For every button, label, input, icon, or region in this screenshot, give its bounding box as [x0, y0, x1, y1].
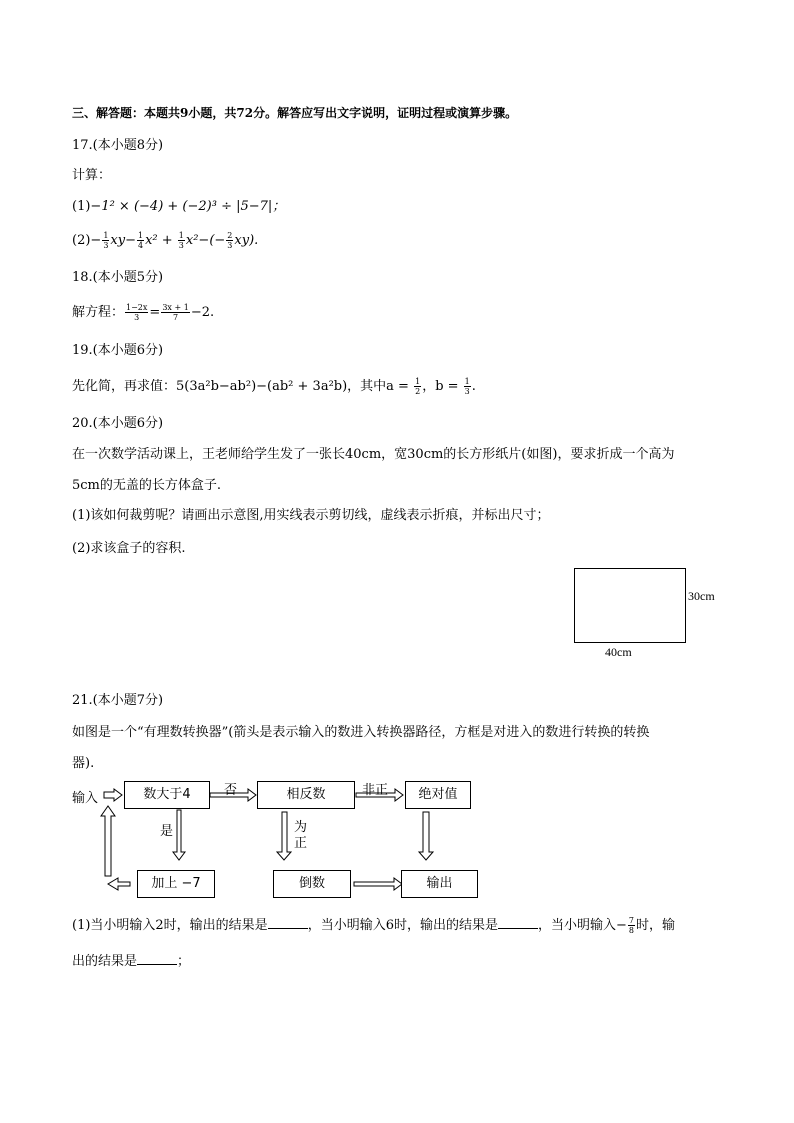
q19-title: 19.(本小题6分) [72, 343, 164, 358]
answer-blank-1[interactable] [268, 916, 308, 929]
flow-box-abs: 绝对值 [405, 781, 471, 809]
q21-line1: 如图是一个“有理数转换器”(箭头是表示输入的数进入转换器路径，方框是对进入的数进行转换的转换 [72, 725, 650, 740]
fig-width-label: 40cm [605, 645, 632, 659]
q20-line1: 在一次数学活动课上，王老师给学生发了一张长40cm，宽30cm的长方形纸片(如图)，要求折成一个高为 [72, 447, 675, 462]
q17-part2: (2)− $\frac{1}{3}$ xy− $\frac{1}{4}$ x² + $\frac{1}{3}$ x²−(− $\frac{2}{3}$ xy). [72, 231, 259, 250]
q17-title: 17.(本小题8分) [72, 138, 164, 153]
flow-box-compare: 数大于4 [124, 781, 210, 809]
section-heading: 三、解答题：本题共9小题，共72分。解答应写出文字说明，证明过程或演算步骤。 [72, 106, 518, 120]
flow-box-reciprocal: 倒数 [273, 870, 351, 898]
q21-title: 21.(本小题7分) [72, 693, 164, 708]
answer-blank-2[interactable] [498, 916, 538, 929]
q21-part1-line1: (1)当小明输入2时，输出的结果是 ，当小明输入6时，输出的结果是 ，当小明输入− $\frac{7}{8}$ 时，输 [72, 916, 675, 935]
flow-label-no: 否 [224, 783, 238, 798]
q18-title: 18.(本小题5分) [72, 270, 164, 285]
q18-equation: 解方程： $\frac{1-2x}{3}$ = $\frac{3x + 1}{7}$ −2. [72, 303, 215, 322]
flow-box-add: 加上 −7 [137, 870, 215, 898]
answer-blank-3[interactable] [137, 952, 177, 965]
flow-label-not-positive: 非正 [362, 783, 389, 798]
q19-text: 先化简，再求值：5(3a²b−ab²)−(ab² + 3a²b)，其中a = $\frac{1}{2}$ ，b = $\frac{1}{3}$ . [72, 377, 476, 396]
flow-box-opposite: 相反数 [257, 781, 355, 809]
fig-height-label: 30cm [688, 589, 715, 603]
q20-part2: (2)求该盒子的容积. [72, 541, 186, 556]
flow-input-label: 输入 [72, 791, 99, 806]
q17-intro: 计算： [72, 168, 112, 183]
flow-box-output: 输出 [401, 870, 478, 898]
q20-title: 20.(本小题6分) [72, 416, 164, 431]
flow-label-yes: 是 [160, 824, 174, 839]
flow-label-is-positive-1: 为 [294, 820, 308, 835]
flow-label-is-positive-2: 正 [294, 836, 308, 851]
q17-part1: (1)−1² × (−4) + (−2)³ ÷ |5−7|； [72, 199, 286, 214]
q20-line2: 5cm的无盖的长方体盒子. [72, 478, 222, 493]
q20-part1: (1)该如何裁剪呢？请画出示意图,用实线表示剪切线，虚线表示折痕，并标出尺寸； [72, 508, 550, 523]
q21-part1-line2: 出的结果是 ； [72, 954, 191, 969]
q21-line2: 器). [72, 756, 95, 771]
